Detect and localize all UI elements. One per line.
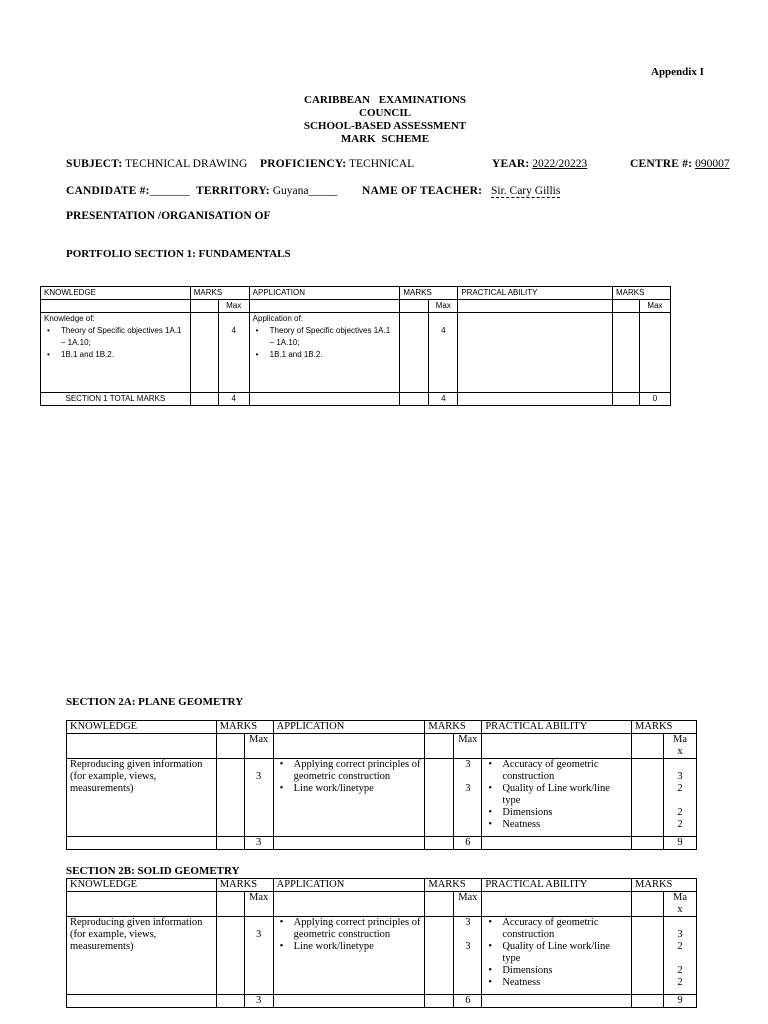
subject-label: SUBJECT [66, 158, 119, 170]
teacher-label: NAME OF TEACHER [362, 185, 479, 197]
application-max: 4 [429, 313, 458, 393]
application-header: APPLICATION [249, 287, 400, 300]
practical-cell [482, 759, 632, 837]
application-max: 3 [465, 917, 471, 928]
max-header: Max [218, 300, 249, 313]
marks-header: MARKS [400, 287, 458, 300]
practical-max: 2 [677, 783, 683, 794]
total-practical: 9 [663, 837, 696, 850]
knowledge-cell: Reproducing given information (for example, views, measurements) [67, 759, 217, 837]
list-item: • Quality of Line work/line type [485, 941, 628, 965]
practical-list [485, 759, 628, 831]
practical-maxes [663, 759, 696, 837]
knowledge-max: 3 [244, 759, 273, 837]
section2a-table [66, 720, 697, 850]
total-application: 6 [454, 995, 482, 1008]
territory-value: Guyana_____ [272, 185, 338, 197]
section2b-table [66, 878, 697, 1008]
territory-label: TERRITORY [196, 185, 266, 197]
practical-header: PRACTICAL ABILITY [482, 721, 632, 734]
application-max: 3 [465, 759, 471, 770]
application-maxes [454, 759, 482, 837]
max-split-2: x [677, 904, 683, 915]
practical-header: PRACTICAL ABILITY [482, 879, 632, 892]
document-header [280, 94, 490, 146]
header-line1: CARIBBEAN EXAMINATIONS [304, 94, 466, 106]
list-item: • Accuracy of geometric construction [485, 759, 628, 783]
max-header: Max [429, 300, 458, 313]
marks-header: MARKS [632, 879, 697, 892]
application-header: APPLICATION [273, 879, 425, 892]
application-list [277, 917, 422, 953]
marks-header: MARKS [632, 721, 697, 734]
marks-header: MARKS [190, 287, 249, 300]
knowledge-cell [41, 313, 191, 393]
marks-header: MARKS [216, 721, 273, 734]
header-line4: MARK SCHEME [340, 133, 430, 145]
header-line2: COUNCIL [359, 107, 411, 119]
practical-list [485, 917, 628, 989]
section2a-title: SECTION 2A: PLANE GEOMETRY [66, 696, 244, 708]
year-field: YEAR: 2022/20223 [492, 158, 588, 170]
max-header-split [663, 734, 696, 759]
total-label: SECTION 1 TOTAL MARKS [41, 393, 191, 406]
knowledge-cell: Reproducing given information (for example, views, measurements) [67, 917, 217, 995]
teacher-value: Sir. Cary Gillis [491, 185, 561, 197]
practical-max: 2 [677, 977, 683, 988]
year-label: YEAR [492, 158, 526, 170]
max-split-1: Ma [672, 734, 687, 745]
teacher-field: NAME OF TEACHER: Sir. Cary Gillis [362, 185, 561, 197]
list-item: • Applying correct principles of geometric construction [277, 759, 422, 783]
total-knowledge: 3 [244, 837, 273, 850]
list-item: • Line work/linetype [277, 783, 422, 795]
list-item: • Accuracy of geometric construction [485, 917, 628, 941]
practical-header: PRACTICAL ABILITY [458, 287, 613, 300]
total-application: 6 [454, 837, 482, 850]
centre-label: CENTRE # [630, 158, 689, 170]
list-item: • Theory of Specific objectives 1A.1 – 1A.10; [253, 325, 397, 349]
subject-field: SUBJECT: TECHNICAL DRAWING [66, 158, 248, 170]
list-item: • Theory of Specific objectives 1A.1 – 1A.10; [44, 325, 187, 349]
marks-header: MARKS [425, 879, 482, 892]
practical-cell [482, 917, 632, 995]
practical-max: 3 [677, 929, 683, 940]
list-item: • Applying correct principles of geometric construction [277, 917, 422, 941]
list-item: • Neatness [485, 819, 628, 831]
marks-header: MARKS [216, 879, 273, 892]
total-practical: 0 [639, 393, 670, 406]
candidate-value: _______ [149, 185, 190, 197]
list-item: • 1B.1 and 1B.2. [44, 349, 187, 361]
list-item: • Neatness [485, 977, 628, 989]
max-header: Max [244, 892, 273, 917]
total-practical: 9 [663, 995, 696, 1008]
max-split-2: x [677, 746, 683, 757]
appendix-label: Appendix I [651, 66, 704, 78]
knowledge-max: 3 [244, 917, 273, 995]
section1-title: PORTFOLIO SECTION 1: FUNDAMENTALS [66, 248, 291, 260]
year-value: 2022/20223 [532, 158, 588, 170]
application-cell [249, 313, 400, 393]
application-maxes [454, 917, 482, 995]
practical-max: 2 [677, 807, 683, 818]
list-item: • Quality of Line work/line type [485, 783, 628, 807]
max-header: Max [639, 300, 670, 313]
proficiency-label: PROFICIENCY [260, 158, 343, 170]
marks-header: MARKS [613, 287, 671, 300]
knowledge-intro: Knowledge of: [44, 314, 95, 323]
application-cell [273, 917, 425, 995]
proficiency-field: PROFICIENCY: TECHNICAL [260, 158, 415, 170]
header-line3: SCHOOL-BASED ASSESSMENT [303, 120, 467, 132]
practical-maxes [663, 917, 696, 995]
centre-field: CENTRE #: 090007 [630, 158, 730, 170]
max-header: Max [454, 734, 482, 759]
max-header-split [663, 892, 696, 917]
max-split-1: Ma [672, 892, 687, 903]
section2b-title: SECTION 2B: SOLID GEOMETRY [66, 865, 240, 877]
knowledge-header: KNOWLEDGE [67, 879, 217, 892]
marks-header: MARKS [425, 721, 482, 734]
list-item: • Dimensions [485, 965, 628, 977]
list-item: • 1B.1 and 1B.2. [253, 349, 397, 361]
presentation-label: PRESENTATION /ORGANISATION OF [66, 210, 271, 222]
application-list [253, 325, 397, 361]
list-item: • Line work/linetype [277, 941, 422, 953]
territory-field: TERRITORY: Guyana_____ [196, 185, 338, 197]
list-item: • Dimensions [485, 807, 628, 819]
knowledge-header: KNOWLEDGE [41, 287, 191, 300]
practical-max: 2 [677, 819, 683, 830]
application-cell [273, 759, 425, 837]
candidate-label: CANDIDATE # [66, 185, 146, 197]
practical-max: 2 [677, 965, 683, 976]
application-list [277, 759, 422, 795]
proficiency-value: TECHNICAL [349, 158, 415, 170]
max-header: Max [454, 892, 482, 917]
max-header: Max [244, 734, 273, 759]
section1-table [40, 286, 671, 406]
application-intro: Application of: [252, 314, 303, 323]
candidate-field: CANDIDATE #:_______ [66, 185, 190, 197]
total-application: 4 [429, 393, 458, 406]
knowledge-list [44, 325, 187, 361]
application-header: APPLICATION [273, 721, 425, 734]
practical-max: 3 [677, 771, 683, 782]
practical-max: 2 [677, 941, 683, 952]
application-max: 3 [465, 783, 471, 794]
total-knowledge: 4 [218, 393, 249, 406]
knowledge-max: 4 [218, 313, 249, 393]
total-knowledge: 3 [244, 995, 273, 1008]
centre-value: 090007 [695, 158, 730, 170]
application-max: 3 [465, 941, 471, 952]
subject-value: TECHNICAL DRAWING [125, 158, 248, 170]
knowledge-header: KNOWLEDGE [67, 721, 217, 734]
